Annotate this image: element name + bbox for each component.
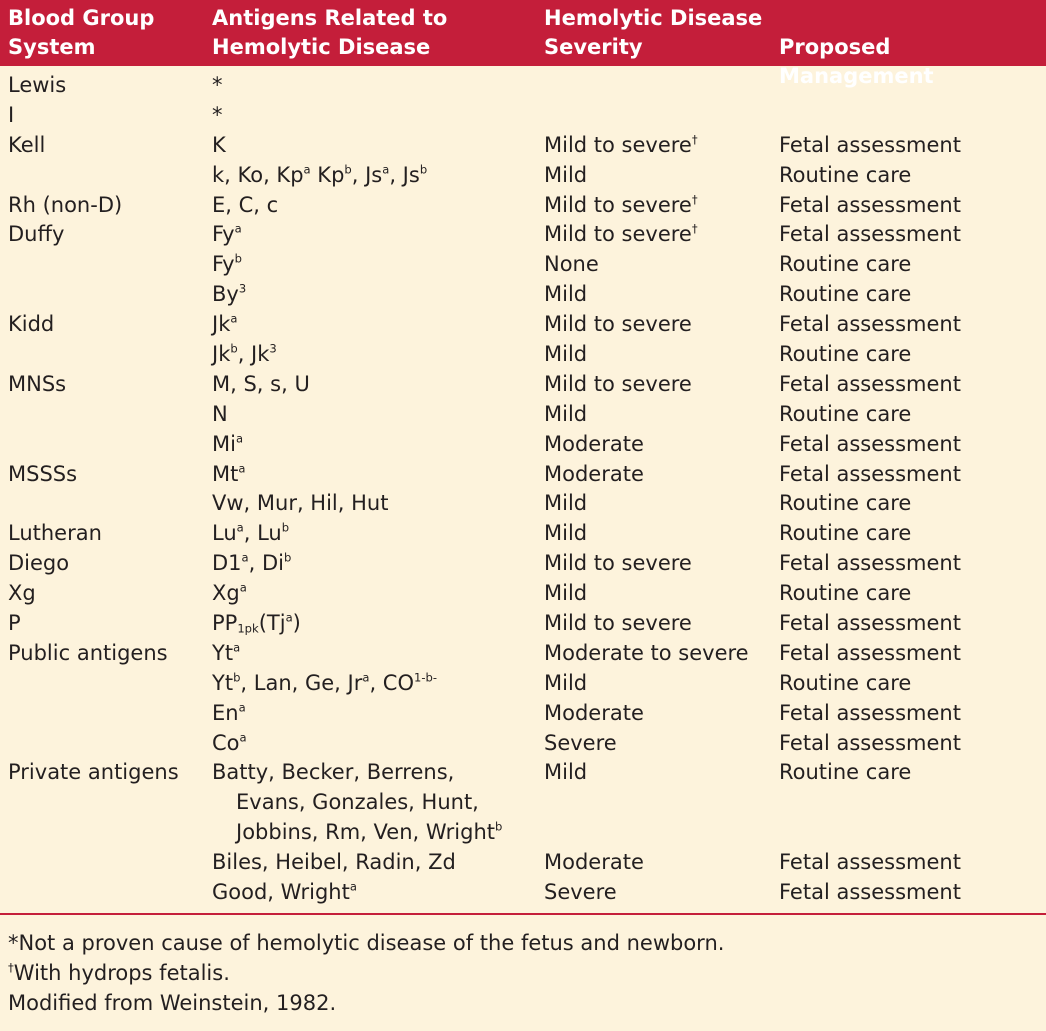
table-row [0, 877, 1046, 907]
cell-antigens [212, 757, 502, 847]
cell-management: Routine care [779, 670, 912, 695]
table-row [0, 668, 1046, 698]
cell-management: Routine care [779, 401, 912, 426]
header-antigens: Antigens Related to Hemolytic Disease [212, 6, 448, 59]
cell-severity: Mild [544, 670, 588, 695]
cell-severity: Mild [544, 581, 588, 606]
table-row [0, 847, 1046, 877]
cell-blood-group-system: Private antigens [8, 760, 179, 785]
cell-management: Fetal assessment [779, 700, 961, 725]
cell-antigens: M, S, s, U [212, 371, 310, 396]
cell-severity: Moderate [544, 850, 644, 875]
table-row [0, 369, 1046, 399]
cell-management: Fetal assessment [779, 461, 961, 486]
header-severity: Hemolytic Disease Severity [544, 6, 763, 59]
cell-blood-group-system: I [8, 102, 15, 127]
cell-management: Fetal assessment [779, 640, 961, 665]
cell-severity: Moderate [544, 431, 644, 456]
cell-blood-group-system: Public antigens [8, 640, 168, 665]
table-row [0, 518, 1046, 548]
cell-management: Routine care [779, 282, 912, 307]
cell-blood-group-system: MSSSs [8, 461, 78, 486]
cell-management: Routine care [779, 252, 912, 277]
cell-severity: Mild to severe [544, 611, 692, 636]
cell-blood-group-system: Lewis [8, 73, 67, 97]
table-row [0, 638, 1046, 668]
footnote: †With hydrops fetalis. [8, 960, 230, 985]
cell-antigens: Biles, Heibel, Radin, Zd [212, 850, 456, 875]
table-row [0, 608, 1046, 638]
cell-severity: None [544, 252, 599, 277]
table-row [0, 757, 1046, 847]
cell-blood-group-system: Diego [8, 551, 70, 576]
cell-antigens: K [212, 132, 226, 157]
table-row [0, 578, 1046, 608]
cell-management: Routine care [779, 760, 912, 785]
cell-antigens: Good, Wright$^a$ [212, 879, 357, 905]
table-row [0, 70, 1046, 100]
cell-antigens: Mi$^a$ [212, 431, 244, 456]
cell-blood-group-system: Lutheran [8, 521, 102, 546]
table-row [0, 309, 1046, 339]
cell-antigens: k, Ko, Kp$^a$ Kp$^b$, Js$^a$, Js$^b$ [212, 162, 428, 187]
cell-antigens: Vw, Mur, Hil, Hut [212, 491, 389, 516]
table-body [0, 70, 1046, 907]
cell-antigens: Mt$^a$ [212, 460, 246, 486]
cell-severity: Mild to severe [544, 371, 692, 396]
cell-severity: Mild [544, 342, 588, 367]
cell-management: Fetal assessment [779, 850, 961, 875]
table-row [0, 459, 1046, 489]
cell-blood-group-system: MNSs [8, 371, 67, 396]
cell-antigens: Co$^a$ [212, 729, 247, 755]
cell-antigens: Lu$^a$, Lu$^b$ [212, 520, 290, 546]
cell-management: Fetal assessment [779, 371, 961, 396]
table-row [0, 339, 1046, 369]
cell-management: Fetal assessment [779, 222, 961, 247]
cell-antigens: Jk$^b$, Jk$^3$ [212, 341, 277, 367]
cell-severity: Mild to severe† [544, 132, 698, 157]
cell-severity: Moderate to severe [544, 640, 749, 665]
cell-antigens: Jk$^a$ [212, 311, 238, 337]
cell-severity: Mild to severe [544, 551, 692, 576]
cell-antigens: En$^a$ [212, 700, 246, 725]
cell-antigens: E, C, c [212, 192, 279, 217]
cell-management: Routine care [779, 581, 912, 606]
footer-divider [0, 913, 1046, 915]
footnote: Modified from Weinstein, 1982. [8, 991, 337, 1015]
cell-blood-group-system: P [8, 611, 21, 636]
cell-severity: Mild to severe† [544, 221, 698, 247]
cell-severity: Mild [544, 282, 588, 307]
antigen-line: Evans, Gonzales, Hunt, [236, 790, 479, 815]
cell-severity: Mild [544, 491, 588, 516]
cell-severity: Moderate [544, 461, 644, 486]
cell-management: Fetal assessment [779, 312, 961, 337]
cell-severity: Severe [544, 730, 617, 755]
cell-management: Fetal assessment [779, 132, 961, 157]
cell-antigens: Xg$^a$ [212, 580, 247, 606]
cell-severity: Mild [544, 401, 588, 426]
table-row [0, 279, 1046, 309]
cell-blood-group-system: Xg [8, 581, 36, 606]
cell-management: Routine care [779, 491, 912, 516]
table-row [0, 728, 1046, 758]
table-row [0, 429, 1046, 459]
cell-antigens: Fy$^a$ [212, 221, 242, 247]
table-row [0, 100, 1046, 130]
cell-antigens: Yt$^b$, Lan, Ge, Jr$^a$, $CO^{1-b-}$ [212, 670, 437, 695]
cell-management: Fetal assessment [779, 611, 961, 636]
cell-severity: Mild [544, 162, 588, 187]
cell-severity: Moderate [544, 700, 644, 725]
cell-blood-group-system: Kell [8, 132, 46, 157]
antigen-line: Batty, Becker, Berrens, [212, 760, 455, 785]
cell-severity: Mild [544, 521, 588, 546]
cell-severity: Severe [544, 880, 617, 905]
header-blood-group-system: Blood Group System [8, 6, 155, 59]
cell-antigens: $PP_{1pk}(Tj^a)$ [212, 610, 301, 636]
cell-blood-group-system: Rh (non-D) [8, 192, 123, 217]
footnotes [8, 928, 724, 1018]
cell-management: Fetal assessment [779, 431, 961, 456]
table-row [0, 160, 1046, 190]
footnote: *Not a proven cause of hemolytic disease of the fetus and newborn. [8, 931, 725, 955]
cell-antigens: D1$^a$, Di$^b$ [212, 550, 292, 576]
table-row [0, 399, 1046, 429]
cell-antigens: * [212, 102, 223, 127]
cell-management: Routine care [779, 162, 912, 187]
table-row [0, 249, 1046, 279]
table-row [0, 548, 1046, 578]
table-row [0, 219, 1046, 249]
table-row [0, 130, 1046, 160]
table-row [0, 698, 1046, 728]
cell-antigens: * [212, 73, 223, 97]
cell-management: Routine care [779, 521, 912, 546]
table-row [0, 488, 1046, 518]
cell-management: Routine care [779, 342, 912, 367]
cell-management: Fetal assessment [779, 730, 961, 755]
header-management: Proposed Management [779, 35, 934, 88]
cell-antigens: By$^3$ [212, 281, 247, 307]
cell-management: Fetal assessment [779, 880, 961, 905]
cell-management: Fetal assessment [779, 192, 961, 217]
cell-blood-group-system: Kidd [8, 312, 55, 337]
cell-antigens: Fy$^b$ [212, 251, 242, 277]
cell-antigens: Yt$^a$ [212, 640, 241, 665]
cell-antigens: N [212, 401, 228, 426]
cell-blood-group-system: Duffy [8, 222, 65, 247]
antigen-line: Jobbins, Rm, Ven, Wright$^b$ [236, 819, 503, 845]
cell-management: Fetal assessment [779, 551, 961, 576]
table-row [0, 190, 1046, 220]
cell-severity: Mild to severe† [544, 191, 698, 217]
cell-severity: Mild to severe [544, 312, 692, 337]
cell-severity: Mild [544, 760, 588, 785]
